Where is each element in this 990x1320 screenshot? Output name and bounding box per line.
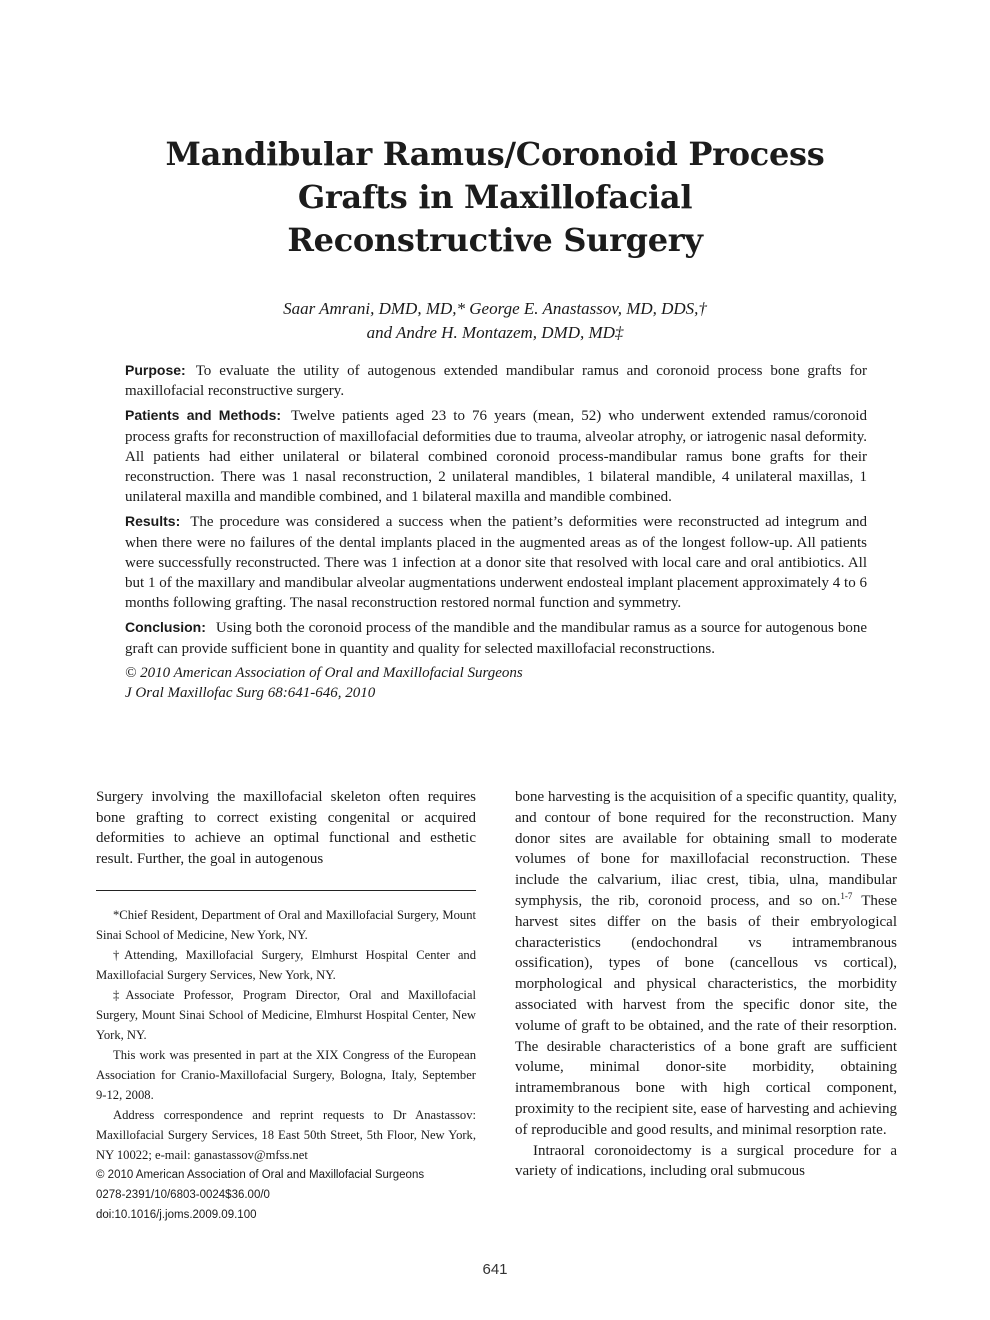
results-label: Results:: [125, 513, 181, 530]
footnote-doi: doi:10.1016/j.joms.2009.09.100: [96, 1209, 257, 1221]
harvest-text-b: These harvest sites differ on the basis of their embryological characteristics (endochondral vs intramembranous ossification), types of bone (cancellous vs cortical), morphological and physical characteristics, the morbidity associated with harvest from the specific donor site, the volume of graft to be obtained, and the rate of their resorption. The desirable characteristics of a bone graft are sufficient volume, minimal donor-site morbidity, obtaining intramembranous bone with high cortical component, proximity to the recipient site, ease of harvesting and achieving of reproducible and good results, and minimal resorption rate.: [515, 892, 898, 1138]
coronoidectomy-paragraph: Intraoral coronoidectomy is a surgical procedure for a variety of indications, including oral submucous: [515, 1142, 897, 1180]
harvest-paragraph: [515, 787, 897, 1141]
purpose-label: Purpose:: [125, 362, 186, 378]
article-title: [120, 133, 870, 262]
page-number: 641: [482, 1261, 508, 1278]
abstract: [125, 360, 867, 704]
footnote-associate-professor: ‡Associate Professor, Program Director, Oral and Maxillofacial Surgery, Mount Sinai School of Medicine, Elmhurst Hospital Center, New York, NY.: [96, 988, 476, 1042]
conclusion-label: Conclusion:: [125, 619, 206, 636]
title-line-3: Reconstructive Surgery: [287, 221, 703, 259]
body-column-left: [96, 787, 476, 870]
footnote-attending: †Attending, Maxillofacial Surgery, Elmhurst Hospital Center and Maxillofacial Surgery Services, New York, NY.: [96, 948, 476, 982]
footnote-divider: [96, 890, 476, 891]
abstract-copyright: © 2010 American Association of Oral and Maxillofacial Surgeons: [125, 664, 523, 681]
results-text: The procedure was considered a success when the patient’s deformities were reconstructed ad integrum and when there were no failures of the dental implants placed in the augmented areas as of the longest follow-up. All patients were successfully reconstructed. There was 1 infection at a donor site that resolved with local care and oral antibiotics. All but 1 of the maxillary and mandibular alveolar augmentations underwent endosteal implant placement approximately 4 to 6 months following grafting. The nasal reconstruction restored normal function and symmetry.: [125, 514, 867, 612]
journal-citation: J Oral Maxillofac Surg 68:641-646, 2010: [125, 685, 376, 702]
abstract-methods: [125, 405, 867, 507]
abstract-conclusion: [125, 617, 867, 658]
methods-text: Twelve patients aged 23 to 76 years (mean, 52) who underwent extended ramus/coronoid process grafts for reconstruction of maxillofacial deformities due to trauma, alveolar atrophy, or iatrogenic nasal deformity. All patients had either unilateral or bilateral combined coronoid process-mandibular ramus bone grafts for their reconstruction. There was 1 nasal reconstruction, 2 unilateral mandibles, 1 bilateral mandible, 4 unilateral maxillas, 1 unilateral maxilla and mandible combined, and 1 bilateral maxilla and mandible combined.: [125, 408, 867, 506]
body-column-right: [515, 787, 897, 1182]
abstract-purpose: [125, 360, 867, 401]
conclusion-text: Using both the coronoid process of the mandible and the mandibular ramus as a source for autogenous bone graft can provide sufficient bone in quantity and quality for selected maxillofacial reconstructions.: [125, 620, 867, 657]
purpose-text: To evaluate the utility of autogenous extended mandibular ramus and coronoid process bone grafts for maxillofacial reconstructive surgery.: [125, 363, 867, 400]
title-line-1: Mandibular Ramus/Coronoid Process: [165, 135, 825, 173]
methods-label: Patients and Methods:: [125, 407, 282, 424]
reference-superscript: 1-7: [840, 890, 853, 901]
footnote-presentation: This work was presented in part at the XIX Congress of the European Association for Cranio-Maxillofacial Surgery, Bologna, Italy, September 9-12, 2008.: [96, 1048, 476, 1102]
footnotes: [96, 905, 476, 1225]
title-line-2: Grafts in Maxillofacial: [297, 178, 693, 216]
abstract-results: [125, 511, 867, 613]
footnote-chief-resident: *Chief Resident, Department of Oral and Maxillofacial Surgery, Mount Sinai School of Medicine, New York, NY.: [96, 908, 476, 942]
footnote-copyright: © 2010 American Association of Oral and Maxillofacial Surgeons: [96, 1169, 425, 1181]
footnote-issn: 0278-2391/10/6803-0024$36.00/0: [96, 1189, 270, 1201]
authors-line-2: and Andre H. Montazem, DMD, MD‡: [366, 323, 624, 342]
author-list: [120, 297, 870, 345]
intro-paragraph: Surgery involving the maxillofacial skeleton often requires bone grafting to correct existing congenital or acquired deformities to achieve an optimal functional and esthetic result. Further, the goal in autogenous: [96, 789, 476, 868]
footnote-correspondence: Address correspondence and reprint requests to Dr Anastassov: Maxillofacial Surgery Services, 18 East 50th Street, 5th Floor, New York, NY 10022; e-mail: ganastassov@mfss.net: [96, 1108, 476, 1162]
authors-line-1: Saar Amrani, DMD, MD,* George E. Anastassov, MD, DDS,†: [283, 299, 707, 318]
harvest-text-a: bone harvesting is the acquisition of a specific quantity, quality, and contour of bone required for the reconstruction. Many donor sites are available for obtaining small to moderate volumes of bone for maxillofacial reconstruction. These include the calvarium, iliac crest, tibia, ulna, mandibular symphysis, the rib, coronoid process, and so on.: [515, 789, 897, 909]
